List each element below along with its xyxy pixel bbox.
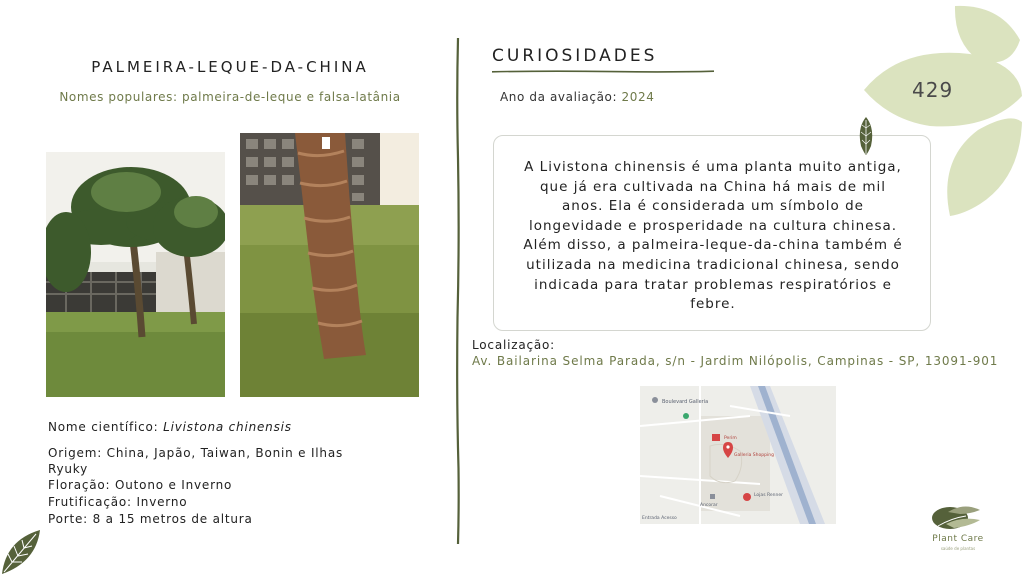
heading-underline xyxy=(492,70,714,73)
location-address[interactable]: Av. Bailarina Selma Parada, s/n - Jardim Nilópolis, Campinas - SP, 13091-901 xyxy=(472,354,999,368)
curiosities-line: utilizada na medicina tradicional chinesa, sendo xyxy=(526,256,900,273)
map-poi-lojas: Lojas Renner xyxy=(754,493,783,498)
location-label: Localização: xyxy=(472,338,556,352)
plant-photo-trunk xyxy=(240,133,419,397)
curiosities-line: A Livistona chinensis é uma planta muito antiga, xyxy=(524,159,902,175)
plant-size: Porte: 8 a 15 metros de altura xyxy=(48,512,253,526)
origin-line-2: Ryuky xyxy=(48,462,89,476)
curiosities-text xyxy=(505,158,921,315)
map-poi-main: Galleria Shopping xyxy=(734,453,774,458)
map-poi-anchor: Ancorar xyxy=(700,503,718,508)
location-map[interactable] xyxy=(640,386,836,524)
logo-name: Plant Care xyxy=(932,534,984,544)
plant-photo-palms xyxy=(46,152,225,397)
curiosities-heading: CURIOSIDADES xyxy=(492,46,658,66)
map-poi-perim: Perim xyxy=(724,436,737,441)
scientific-name xyxy=(48,419,292,435)
leaf-decoration-bottom-left xyxy=(0,526,44,576)
logo-tagline: saúde de plantas xyxy=(940,546,976,551)
column-divider xyxy=(456,38,460,544)
curiosities-line: Além disso, a palmeira-leque-da-china também é xyxy=(523,237,903,254)
evaluation-year xyxy=(500,90,655,104)
flowering: Floração: Outono e Inverno xyxy=(48,478,233,492)
curiosities-line: anos. Ela é considerada um símbolo de xyxy=(562,198,864,215)
curiosities-line: indicada para tratar problemas respiratórios e xyxy=(534,276,892,293)
scientific-name-label: Nome científico: xyxy=(48,420,164,434)
popular-names: Nomes populares: palmeira-de-leque e falsa-latânia xyxy=(59,90,401,104)
origin-line-1: Origem: China, Japão, Taiwan, Bonin e Ilhas xyxy=(48,446,344,460)
fruiting: Frutificação: Inverno xyxy=(48,495,188,509)
curiosities-line: que já era cultivada na China há mais de mil xyxy=(539,178,887,195)
map-poi-bottom: Entrada Acesso xyxy=(642,516,677,521)
curiosities-line: longevidade e prosperidade na cultura chinesa. xyxy=(528,217,898,234)
map-poi-top: Boulevard Galleria xyxy=(662,399,709,405)
leaf-decoration-top-right xyxy=(860,0,1024,222)
plant-care-logo-icon xyxy=(930,502,982,532)
page-number: 429 xyxy=(912,78,954,102)
plant-title: PALMEIRA-LEQUE-DA-CHINA xyxy=(91,58,369,76)
evaluation-year-label: Ano da avaliação: xyxy=(500,90,622,104)
curiosities-line: febre. xyxy=(690,296,736,313)
scientific-name-value: Livistona chinensis xyxy=(163,420,292,434)
evaluation-year-value: 2024 xyxy=(621,90,655,104)
